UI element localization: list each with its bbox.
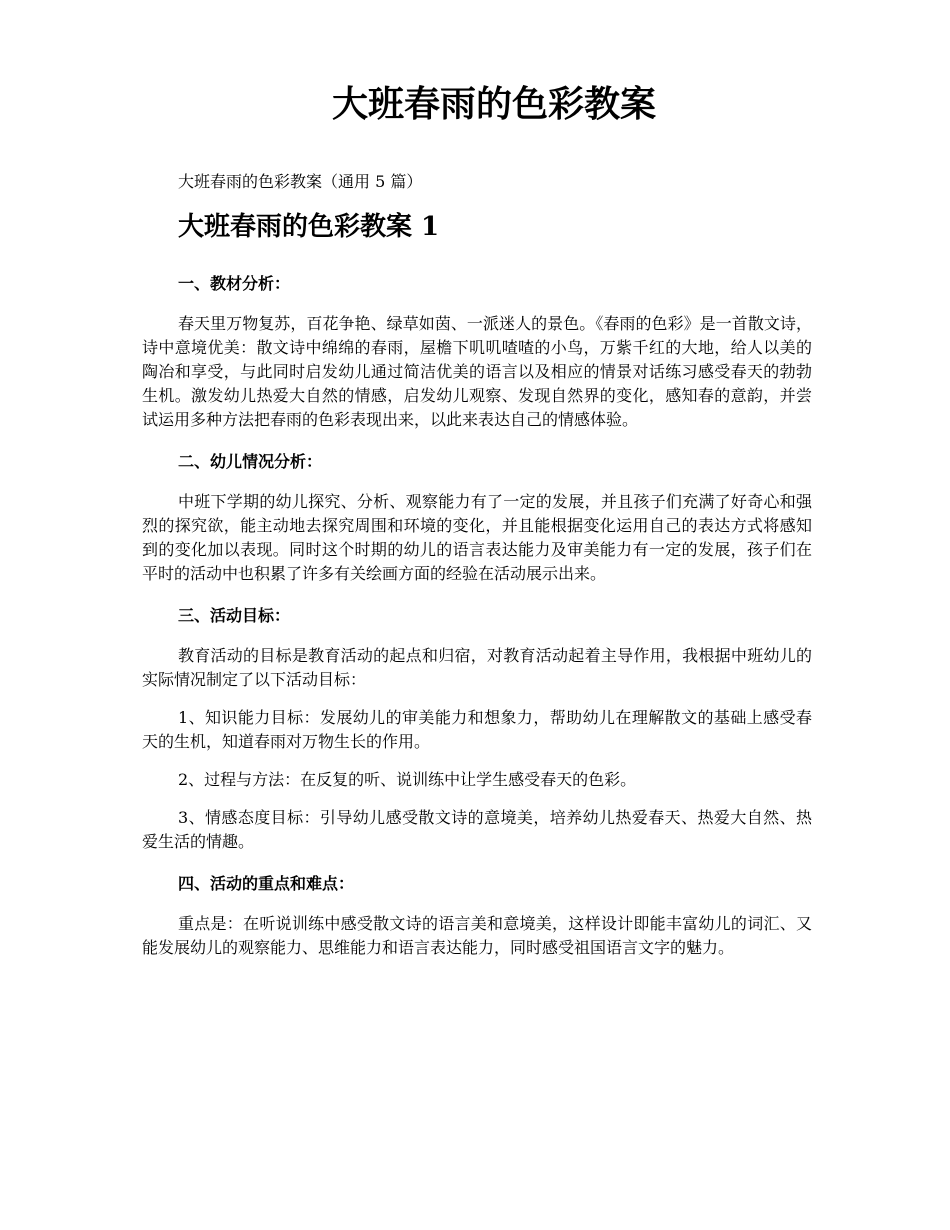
section-teaching-material [142, 268, 812, 432]
paragraph: 1、知识能力目标：发展幼儿的审美能力和想象力，帮助幼儿在理解散文的基础上感受春天的生机，知道春雨对万物生长的作用。 [142, 708, 812, 751]
section-heading: 三、活动目标： [178, 606, 291, 625]
section-title: 大班春雨的色彩教案 1 [178, 212, 440, 242]
document-body [142, 166, 812, 974]
document-title: 大班春雨的色彩教案 [331, 83, 656, 125]
section-heading: 四、活动的重点和难点： [178, 874, 355, 893]
paragraph: 2、过程与方法：在反复的听、说训练中让学生感受春天的色彩。 [178, 770, 637, 789]
section-children-analysis [142, 446, 812, 586]
section-key-points [142, 868, 812, 960]
section-heading: 一、教材分析： [178, 274, 291, 293]
section-heading: 二、幼儿情况分析： [178, 452, 323, 471]
paragraph: 3、情感态度目标：引导幼儿感受散文诗的意境美，培养幼儿热爱春天、热爱大自然、热爱生活的情趣。 [142, 808, 812, 851]
paragraph: 教育活动的目标是教育活动的起点和归宿，对教育活动起着主导作用，我根据中班幼儿的实际情况制定了以下活动目标： [142, 646, 812, 689]
section-activity-goals [142, 600, 812, 854]
paragraph: 春天里万物复苏，百花争艳、绿草如茵、一派迷人的景色。《春雨的色彩》是一首散文诗，诗中意境优美：散文诗中绵绵的春雨，屋檐下叽叽喳喳的小鸟，万紫千红的大地，给人以美的陶冶和享受，与此同时启发幼儿通过简洁优美的语言以及相应的情景对话练习感受春天的勃勃生机。激发幼儿热爱大自然的情感，启发幼儿观察、发现自然界的变化，感知春的意韵，并尝试运用多种方法把春雨的色彩表现出来，以此来表达自己的情感体验。 [142, 314, 812, 429]
paragraph: 重点是：在听说训练中感受散文诗的语言美和意境美，这样设计即能丰富幼儿的词汇、又能发展幼儿的观察能力、思维能力和语言表达能力，同时感受祖国语言文字的魅力。 [142, 914, 812, 957]
document-subtitle: 大班春雨的色彩教案（通用 5 篇） [178, 172, 423, 191]
paragraph: 中班下学期的幼儿探究、分析、观察能力有了一定的发展，并且孩子们充满了好奇心和强烈的探究欲，能主动地去探究周围和环境的变化，并且能根据变化运用自己的表达方式将感知到的变化加以表现。同时这个时期的幼儿的语言表达能力及审美能力有一定的发展，孩子们在平时的活动中也积累了许多有关绘画方面的经验在活动展示出来。 [142, 492, 812, 583]
